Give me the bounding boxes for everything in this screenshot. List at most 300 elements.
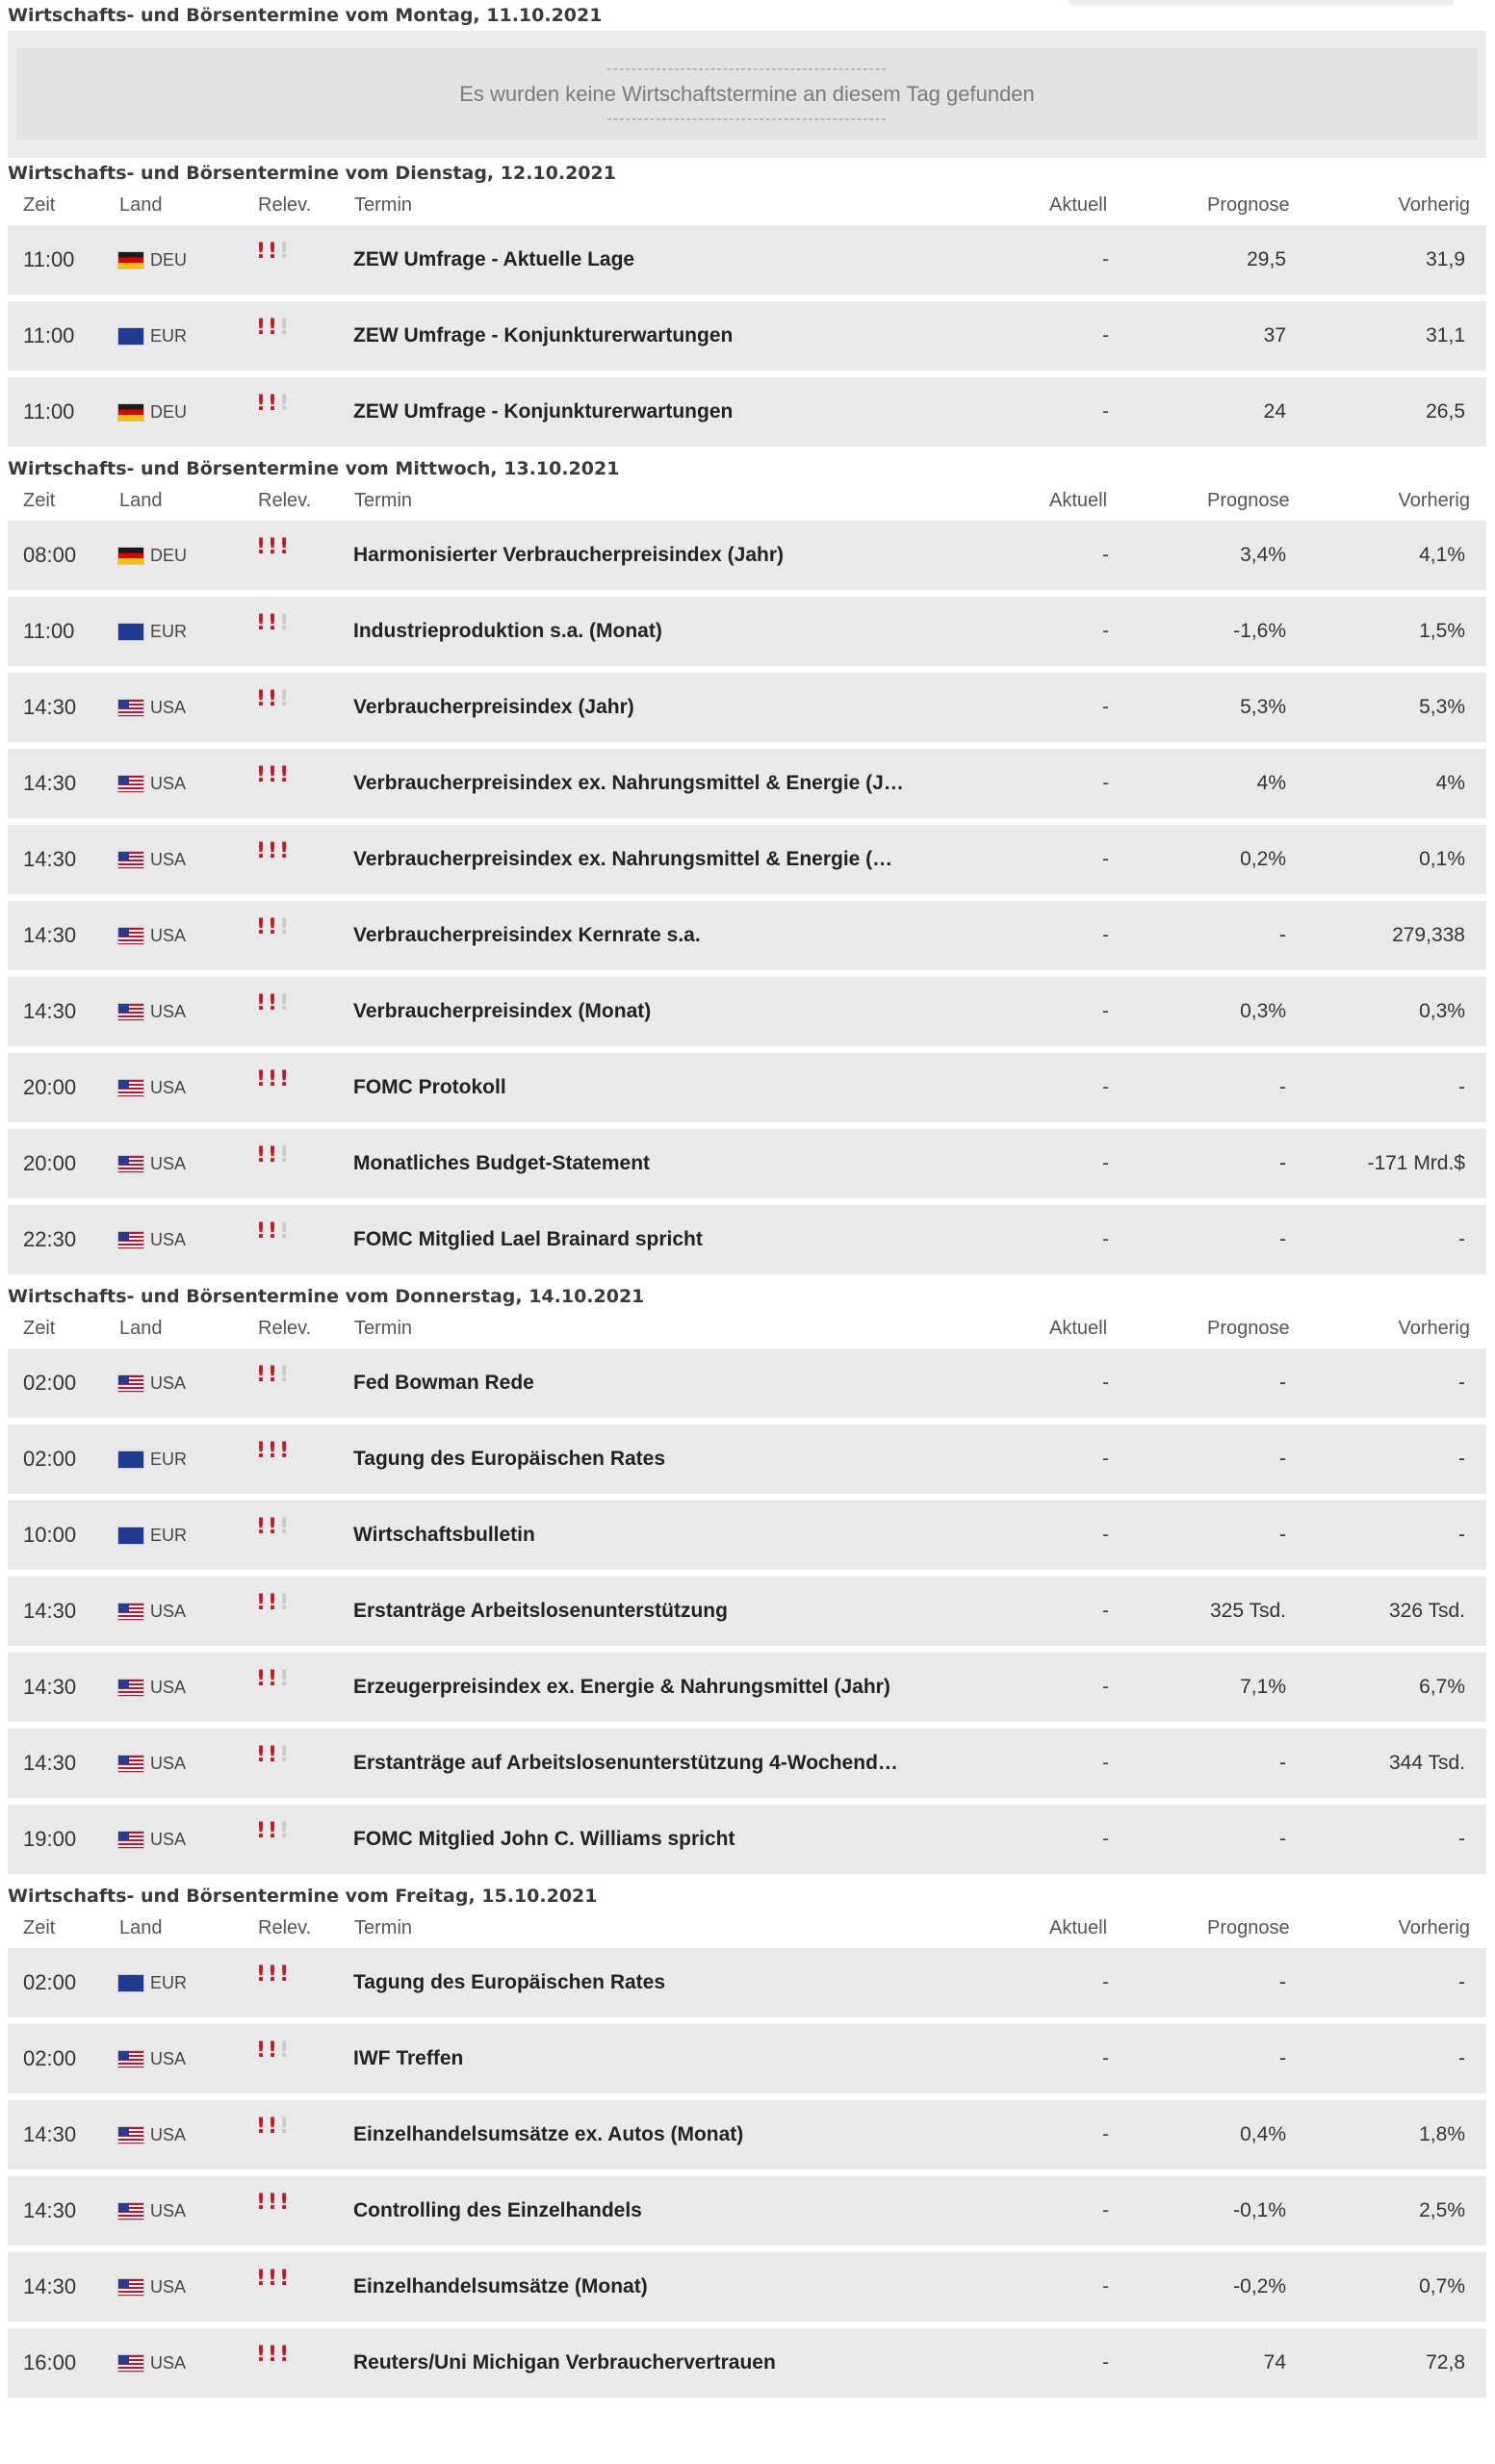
- event-time: 19:00: [23, 1827, 77, 1851]
- flag-icon: [117, 1079, 144, 1097]
- country-code: USA: [150, 926, 187, 945]
- event-previous: -: [1458, 1971, 1465, 1993]
- event-country: [117, 1948, 187, 2017]
- column-header-relev: Relev.: [258, 490, 312, 511]
- event-forecast: 37: [1263, 324, 1286, 346]
- event-previous: 31,9: [1426, 248, 1465, 270]
- exclamation-icon: !: [268, 1143, 278, 1168]
- event-country: [117, 2252, 186, 2322]
- event-row[interactable]: [8, 749, 1486, 818]
- exclamation-icon: !: [279, 611, 290, 635]
- exclamation-icon: !: [279, 1067, 290, 1091]
- event-name[interactable]: Monatliches Budget-Statement: [353, 1152, 651, 1174]
- event-name[interactable]: ZEW Umfrage - Konjunkturerwartungen: [353, 400, 734, 423]
- country-code: USA: [150, 1002, 187, 1021]
- column-header-row: [0, 1912, 1495, 1948]
- flag-icon: [117, 547, 144, 565]
- event-forecast: 0,4%: [1240, 2123, 1286, 2145]
- day-header: Wirtschafts- und Börsentermine vom Freitag, 15.10.2021: [8, 1886, 598, 1907]
- flag-icon: [117, 851, 144, 869]
- exclamation-icon: !: [256, 1067, 267, 1091]
- event-actual: -: [1102, 248, 1109, 270]
- event-actual: -: [1102, 2199, 1109, 2221]
- event-forecast: -0,1%: [1233, 2199, 1286, 2221]
- event-previous: 4%: [1435, 772, 1465, 794]
- exclamation-icon: !: [256, 1819, 267, 1843]
- event-forecast: 0,2%: [1240, 848, 1286, 870]
- event-forecast: -1,6%: [1233, 620, 1286, 642]
- event-forecast: 29,5: [1247, 248, 1286, 270]
- event-time: 14:30: [23, 771, 77, 795]
- divider-top: ----------------------------------------------: [606, 61, 888, 77]
- column-header-zeit: Zeit: [23, 1917, 56, 1938]
- exclamation-icon: !: [279, 1963, 290, 1987]
- event-time: 11:00: [23, 247, 75, 271]
- event-country: [117, 673, 186, 742]
- event-forecast: 74: [1263, 2351, 1286, 2374]
- event-actual: -: [1102, 620, 1109, 642]
- event-row[interactable]: [8, 2176, 1486, 2246]
- country-code: EUR: [150, 326, 188, 346]
- event-row[interactable]: [8, 521, 1486, 590]
- event-time: 08:00: [23, 543, 77, 567]
- column-header-land: Land: [119, 490, 163, 511]
- event-name[interactable]: Einzelhandelsumsätze (Monat): [353, 2275, 648, 2297]
- event-row[interactable]: [8, 225, 1486, 295]
- relevance-indicator: [256, 1729, 289, 1798]
- column-header-vorherig: Vorherig: [1398, 194, 1470, 216]
- event-actual: -: [1102, 1828, 1109, 1850]
- exclamation-icon: !: [279, 839, 290, 863]
- event-name[interactable]: IWF Treffen: [353, 2047, 464, 2069]
- event-forecast: -: [1279, 1752, 1286, 1774]
- event-forecast: -: [1279, 1372, 1286, 1394]
- event-country: [117, 521, 187, 590]
- country-code: USA: [150, 1602, 187, 1621]
- event-time: 22:30: [23, 1227, 77, 1251]
- exclamation-icon: !: [256, 535, 267, 559]
- event-name[interactable]: Tagung des Europäischen Rates: [353, 1971, 666, 1993]
- event-previous: 6,7%: [1419, 1676, 1465, 1698]
- event-previous: 279,338: [1392, 924, 1465, 946]
- exclamation-icon: !: [256, 2191, 267, 2215]
- event-forecast: 0,3%: [1240, 1000, 1286, 1022]
- event-row[interactable]: [8, 1948, 1486, 2017]
- event-time: 14:30: [23, 999, 77, 1023]
- exclamation-icon: !: [279, 1667, 290, 1691]
- event-previous: 72,8: [1426, 2351, 1465, 2374]
- event-actual: -: [1102, 544, 1109, 566]
- event-forecast: -: [1279, 1076, 1286, 1098]
- country-code: EUR: [150, 1450, 188, 1469]
- exclamation-icon: !: [279, 687, 290, 711]
- column-header-zeit: Zeit: [23, 490, 56, 511]
- event-name[interactable]: Einzelhandelsumsätze ex. Autos (Monat): [353, 2123, 744, 2145]
- exclamation-icon: !: [268, 611, 278, 635]
- event-name[interactable]: Erzeugerpreisindex ex. Energie & Nahrungsmittel (Jahr): [353, 1676, 890, 1698]
- event-previous: 31,1: [1426, 324, 1465, 346]
- event-name[interactable]: Fed Bowman Rede: [353, 1372, 534, 1394]
- event-previous: -171 Mrd.$: [1367, 1152, 1465, 1174]
- exclamation-icon: !: [279, 1219, 290, 1244]
- event-name[interactable]: Verbraucherpreisindex (Jahr): [353, 696, 634, 718]
- event-country: [117, 1129, 186, 1198]
- event-time: 14:30: [23, 2274, 77, 2298]
- relevance-indicator: [256, 1501, 289, 1570]
- event-previous: -: [1458, 1524, 1465, 1546]
- event-forecast: -: [1279, 1524, 1286, 1546]
- event-row[interactable]: [8, 301, 1486, 371]
- exclamation-icon: !: [268, 915, 278, 939]
- event-time: 11:00: [23, 323, 75, 347]
- event-previous: -: [1458, 2047, 1465, 2069]
- event-actual: -: [1102, 772, 1109, 794]
- exclamation-icon: !: [268, 1439, 278, 1463]
- event-country: [117, 377, 187, 447]
- event-previous: 326 Tsd.: [1388, 1600, 1465, 1622]
- event-name[interactable]: Verbraucherpreisindex (Monat): [353, 1000, 652, 1022]
- event-country: [117, 1653, 186, 1722]
- event-previous: 0,3%: [1419, 1000, 1465, 1022]
- flag-icon: [117, 2126, 144, 2144]
- day-header: Wirtschafts- und Börsentermine vom Dienstag, 12.10.2021: [8, 163, 616, 184]
- exclamation-icon: !: [279, 1439, 290, 1463]
- exclamation-icon: !: [279, 915, 290, 939]
- exclamation-icon: !: [268, 1819, 278, 1843]
- no-events-message: Es wurden keine Wirtschaftstermine an diesem Tag gefunden: [459, 82, 1035, 106]
- column-header-aktuell: Aktuell: [1049, 1318, 1108, 1339]
- event-row[interactable]: [8, 2100, 1486, 2169]
- exclamation-icon: !: [279, 1591, 290, 1615]
- exclamation-icon: !: [256, 1515, 267, 1539]
- country-code: USA: [150, 1373, 187, 1393]
- event-actual: -: [1102, 1152, 1109, 1174]
- event-name[interactable]: ZEW Umfrage - Konjunkturerwartungen: [353, 324, 734, 346]
- event-row[interactable]: [8, 1205, 1486, 1274]
- event-country: [117, 1205, 186, 1274]
- divider-bottom: ----------------------------------------------: [606, 111, 888, 127]
- exclamation-icon: !: [268, 2039, 278, 2063]
- exclamation-icon: !: [268, 991, 278, 1015]
- country-code: USA: [150, 1678, 187, 1697]
- event-country: [117, 977, 186, 1046]
- exclamation-icon: !: [256, 1667, 267, 1691]
- event-previous: 344 Tsd.: [1388, 1752, 1465, 1774]
- event-country: [117, 1348, 186, 1418]
- relevance-indicator: [256, 1205, 289, 1274]
- flag-icon: [117, 2278, 144, 2297]
- exclamation-icon: !: [256, 1219, 267, 1244]
- event-forecast: 7,1%: [1240, 1676, 1286, 1698]
- column-header-relev: Relev.: [258, 1917, 312, 1938]
- country-code: USA: [150, 1754, 187, 1773]
- country-code: USA: [150, 1830, 187, 1849]
- flag-icon: [117, 2354, 144, 2373]
- event-actual: -: [1102, 1752, 1109, 1774]
- event-row[interactable]: [8, 2328, 1486, 2398]
- event-actual: -: [1102, 2275, 1109, 2297]
- exclamation-icon: !: [268, 1067, 278, 1091]
- column-header-vorherig: Vorherig: [1398, 490, 1470, 511]
- exclamation-icon: !: [268, 2343, 278, 2367]
- event-time: 16:00: [23, 2350, 77, 2374]
- country-code: DEU: [150, 546, 188, 565]
- exclamation-icon: !: [279, 1363, 290, 1387]
- event-actual: -: [1102, 1676, 1109, 1698]
- event-row[interactable]: [8, 825, 1486, 894]
- event-country: [117, 1577, 186, 1646]
- event-country: [117, 1729, 186, 1798]
- day-section: [0, 158, 1495, 447]
- event-time: 14:30: [23, 2122, 77, 2146]
- relevance-indicator: [256, 1424, 289, 1494]
- event-name[interactable]: FOMC Protokoll: [353, 1076, 506, 1098]
- event-time: 02:00: [23, 1447, 77, 1471]
- column-header-prognose: Prognose: [1207, 1318, 1290, 1339]
- flag-icon: [117, 1831, 144, 1849]
- exclamation-icon: !: [268, 687, 278, 711]
- flag-icon: [117, 1155, 144, 1173]
- exclamation-icon: !: [256, 1743, 267, 1767]
- event-previous: 5,3%: [1419, 696, 1465, 718]
- exclamation-icon: !: [256, 991, 267, 1015]
- country-code: USA: [150, 1230, 187, 1249]
- event-country: [117, 1805, 186, 1874]
- exclamation-icon: !: [279, 392, 290, 416]
- column-header-vorherig: Vorherig: [1398, 1917, 1470, 1938]
- event-time: 14:30: [23, 695, 77, 719]
- flag-icon: [117, 2202, 144, 2220]
- event-name[interactable]: Controlling des Einzelhandels: [353, 2199, 642, 2221]
- no-events-inner: [16, 48, 1478, 141]
- event-row[interactable]: [8, 1653, 1486, 1722]
- country-code: USA: [150, 1078, 187, 1097]
- exclamation-icon: !: [279, 2115, 290, 2139]
- event-country: [117, 2176, 186, 2246]
- event-country: [117, 1424, 187, 1494]
- event-name[interactable]: Verbraucherpreisindex ex. Nahrungsmittel & Energie (J…: [353, 772, 904, 794]
- event-forecast: 3,4%: [1240, 544, 1286, 566]
- column-header-termin: Termin: [354, 1917, 413, 1938]
- event-row[interactable]: [8, 597, 1486, 666]
- column-header-row: [0, 1312, 1495, 1348]
- event-country: [117, 2100, 186, 2169]
- exclamation-icon: !: [279, 2267, 290, 2291]
- event-name[interactable]: Reuters/Uni Michigan Verbrauchervertrauen: [353, 2351, 776, 2374]
- country-code: EUR: [150, 1973, 188, 1992]
- exclamation-icon: !: [268, 2191, 278, 2215]
- event-previous: -: [1458, 1448, 1465, 1470]
- event-previous: 0,7%: [1419, 2275, 1465, 2297]
- flag-icon: [117, 1374, 144, 1393]
- event-name[interactable]: Erstanträge Arbeitslosenunterstützung: [353, 1600, 728, 1622]
- event-previous: -: [1458, 1228, 1465, 1250]
- event-forecast: -: [1279, 2047, 1286, 2069]
- exclamation-icon: !: [268, 839, 278, 863]
- relevance-indicator: [256, 749, 289, 818]
- event-previous: 1,8%: [1419, 2123, 1465, 2145]
- event-row[interactable]: [8, 377, 1486, 447]
- relevance-indicator: [256, 301, 289, 371]
- exclamation-icon: !: [268, 1667, 278, 1691]
- exclamation-icon: !: [256, 1963, 267, 1987]
- event-previous: -: [1458, 1372, 1465, 1394]
- exclamation-icon: !: [279, 535, 290, 559]
- event-row[interactable]: [8, 977, 1486, 1046]
- event-previous: -: [1458, 1076, 1465, 1098]
- relevance-indicator: [256, 2024, 289, 2093]
- exclamation-icon: !: [268, 1515, 278, 1539]
- event-actual: -: [1102, 1971, 1109, 1993]
- event-actual: -: [1102, 1372, 1109, 1394]
- event-country: [117, 597, 187, 666]
- event-actual: -: [1102, 1600, 1109, 1622]
- column-header-zeit: Zeit: [23, 194, 56, 216]
- event-previous: -: [1458, 1828, 1465, 1850]
- event-forecast: -: [1279, 1971, 1286, 1993]
- relevance-indicator: [256, 521, 289, 590]
- event-name[interactable]: Harmonisierter Verbraucherpreisindex (Jahr): [353, 544, 785, 566]
- column-header-aktuell: Aktuell: [1049, 490, 1108, 511]
- no-events-box: [8, 31, 1486, 158]
- flag-icon: [117, 251, 144, 270]
- flag-icon: [117, 927, 144, 945]
- event-row[interactable]: [8, 1805, 1486, 1874]
- event-time: 14:30: [23, 1599, 77, 1623]
- exclamation-icon: !: [256, 2115, 267, 2139]
- exclamation-icon: !: [268, 240, 278, 264]
- event-actual: -: [1102, 1228, 1109, 1250]
- event-row[interactable]: [8, 1348, 1486, 1418]
- exclamation-icon: !: [279, 991, 290, 1015]
- event-name[interactable]: Verbraucherpreisindex Kernrate s.a.: [353, 924, 701, 946]
- column-header-aktuell: Aktuell: [1049, 1917, 1108, 1938]
- relevance-indicator: [256, 901, 289, 970]
- country-code: USA: [150, 2125, 187, 2144]
- exclamation-icon: !: [256, 1591, 267, 1615]
- event-time: 11:00: [23, 399, 75, 424]
- event-forecast: -: [1279, 924, 1286, 946]
- country-code: USA: [150, 1154, 187, 1173]
- day-header: Wirtschafts- und Börsentermine vom Donnerstag, 14.10.2021: [8, 1286, 645, 1307]
- event-country: [117, 301, 187, 371]
- country-code: USA: [150, 2049, 187, 2068]
- column-header-land: Land: [119, 1318, 163, 1339]
- event-actual: -: [1102, 400, 1109, 423]
- event-name[interactable]: Erstanträge auf Arbeitslosenunterstützung 4-Wochend…: [353, 1752, 898, 1774]
- event-country: [117, 825, 186, 894]
- event-row[interactable]: [8, 2024, 1486, 2093]
- relevance-indicator: [256, 1653, 289, 1722]
- exclamation-icon: !: [256, 1363, 267, 1387]
- event-country: [117, 1053, 186, 1122]
- column-header-relev: Relev.: [258, 194, 312, 216]
- event-time: 11:00: [23, 619, 75, 643]
- exclamation-icon: !: [268, 1363, 278, 1387]
- event-row[interactable]: [8, 901, 1486, 970]
- exclamation-icon: !: [256, 1439, 267, 1463]
- country-code: EUR: [150, 1526, 188, 1545]
- event-previous: 2,5%: [1419, 2199, 1465, 2221]
- exclamation-icon: !: [268, 1591, 278, 1615]
- exclamation-icon: !: [279, 1143, 290, 1168]
- exclamation-icon: !: [279, 2039, 290, 2063]
- event-row[interactable]: [8, 673, 1486, 742]
- event-row[interactable]: [8, 1129, 1486, 1198]
- day-section: [0, 0, 1495, 158]
- event-time: 02:00: [23, 1970, 77, 1994]
- exclamation-icon: !: [279, 2343, 290, 2367]
- event-row[interactable]: [8, 1053, 1486, 1122]
- event-name[interactable]: FOMC Mitglied Lael Brainard spricht: [353, 1228, 703, 1250]
- exclamation-icon: !: [256, 1143, 267, 1168]
- event-previous: 1,5%: [1419, 620, 1465, 642]
- event-time: 02:00: [23, 1371, 77, 1395]
- column-header-land: Land: [119, 194, 163, 216]
- event-row[interactable]: [8, 2252, 1486, 2322]
- day-section: [0, 1881, 1495, 2398]
- event-previous: 26,5: [1426, 400, 1465, 423]
- exclamation-icon: !: [256, 915, 267, 939]
- event-name[interactable]: Tagung des Europäischen Rates: [353, 1448, 666, 1470]
- top-scroll-stub: [1069, 0, 1454, 6]
- event-actual: -: [1102, 848, 1109, 870]
- relevance-indicator: [256, 1805, 289, 1874]
- country-code: USA: [150, 2201, 187, 2220]
- relevance-indicator: [256, 2100, 289, 2169]
- event-time: 02:00: [23, 2046, 77, 2070]
- event-row[interactable]: [8, 1729, 1486, 1798]
- event-row[interactable]: [8, 1501, 1486, 1570]
- exclamation-icon: !: [256, 763, 267, 787]
- flag-icon: [117, 327, 144, 346]
- exclamation-icon: !: [279, 763, 290, 787]
- event-row[interactable]: [8, 1424, 1486, 1494]
- exclamation-icon: !: [279, 1515, 290, 1539]
- exclamation-icon: !: [279, 1743, 290, 1767]
- column-header-prognose: Prognose: [1207, 1917, 1290, 1938]
- column-header-land: Land: [119, 1917, 163, 1938]
- country-code: DEU: [150, 250, 188, 270]
- exclamation-icon: !: [256, 687, 267, 711]
- event-country: [117, 1501, 187, 1570]
- relevance-indicator: [256, 1129, 289, 1198]
- event-name[interactable]: Verbraucherpreisindex ex. Nahrungsmittel & Energie (…: [353, 848, 893, 870]
- event-actual: -: [1102, 696, 1109, 718]
- event-name[interactable]: FOMC Mitglied John C. Williams spricht: [353, 1828, 735, 1850]
- event-name[interactable]: Industrieproduktion s.a. (Monat): [353, 620, 662, 642]
- event-row[interactable]: [8, 1577, 1486, 1646]
- event-name[interactable]: ZEW Umfrage - Aktuelle Lage: [353, 248, 635, 270]
- event-name[interactable]: Wirtschaftsbulletin: [353, 1524, 535, 1546]
- day-header: Wirtschafts- und Börsentermine vom Mittwoch, 13.10.2021: [8, 458, 620, 479]
- column-header-prognose: Prognose: [1207, 194, 1290, 216]
- exclamation-icon: !: [256, 240, 267, 264]
- event-time: 14:30: [23, 1675, 77, 1699]
- event-time: 20:00: [23, 1075, 77, 1099]
- event-actual: -: [1102, 1524, 1109, 1546]
- exclamation-icon: !: [279, 240, 290, 264]
- event-actual: -: [1102, 924, 1109, 946]
- event-forecast: 325 Tsd.: [1209, 1600, 1286, 1622]
- exclamation-icon: !: [268, 1963, 278, 1987]
- exclamation-icon: !: [268, 392, 278, 416]
- relevance-indicator: [256, 1577, 289, 1646]
- event-time: 14:30: [23, 847, 77, 871]
- exclamation-icon: !: [279, 2191, 290, 2215]
- exclamation-icon: !: [268, 1743, 278, 1767]
- exclamation-icon: !: [256, 839, 267, 863]
